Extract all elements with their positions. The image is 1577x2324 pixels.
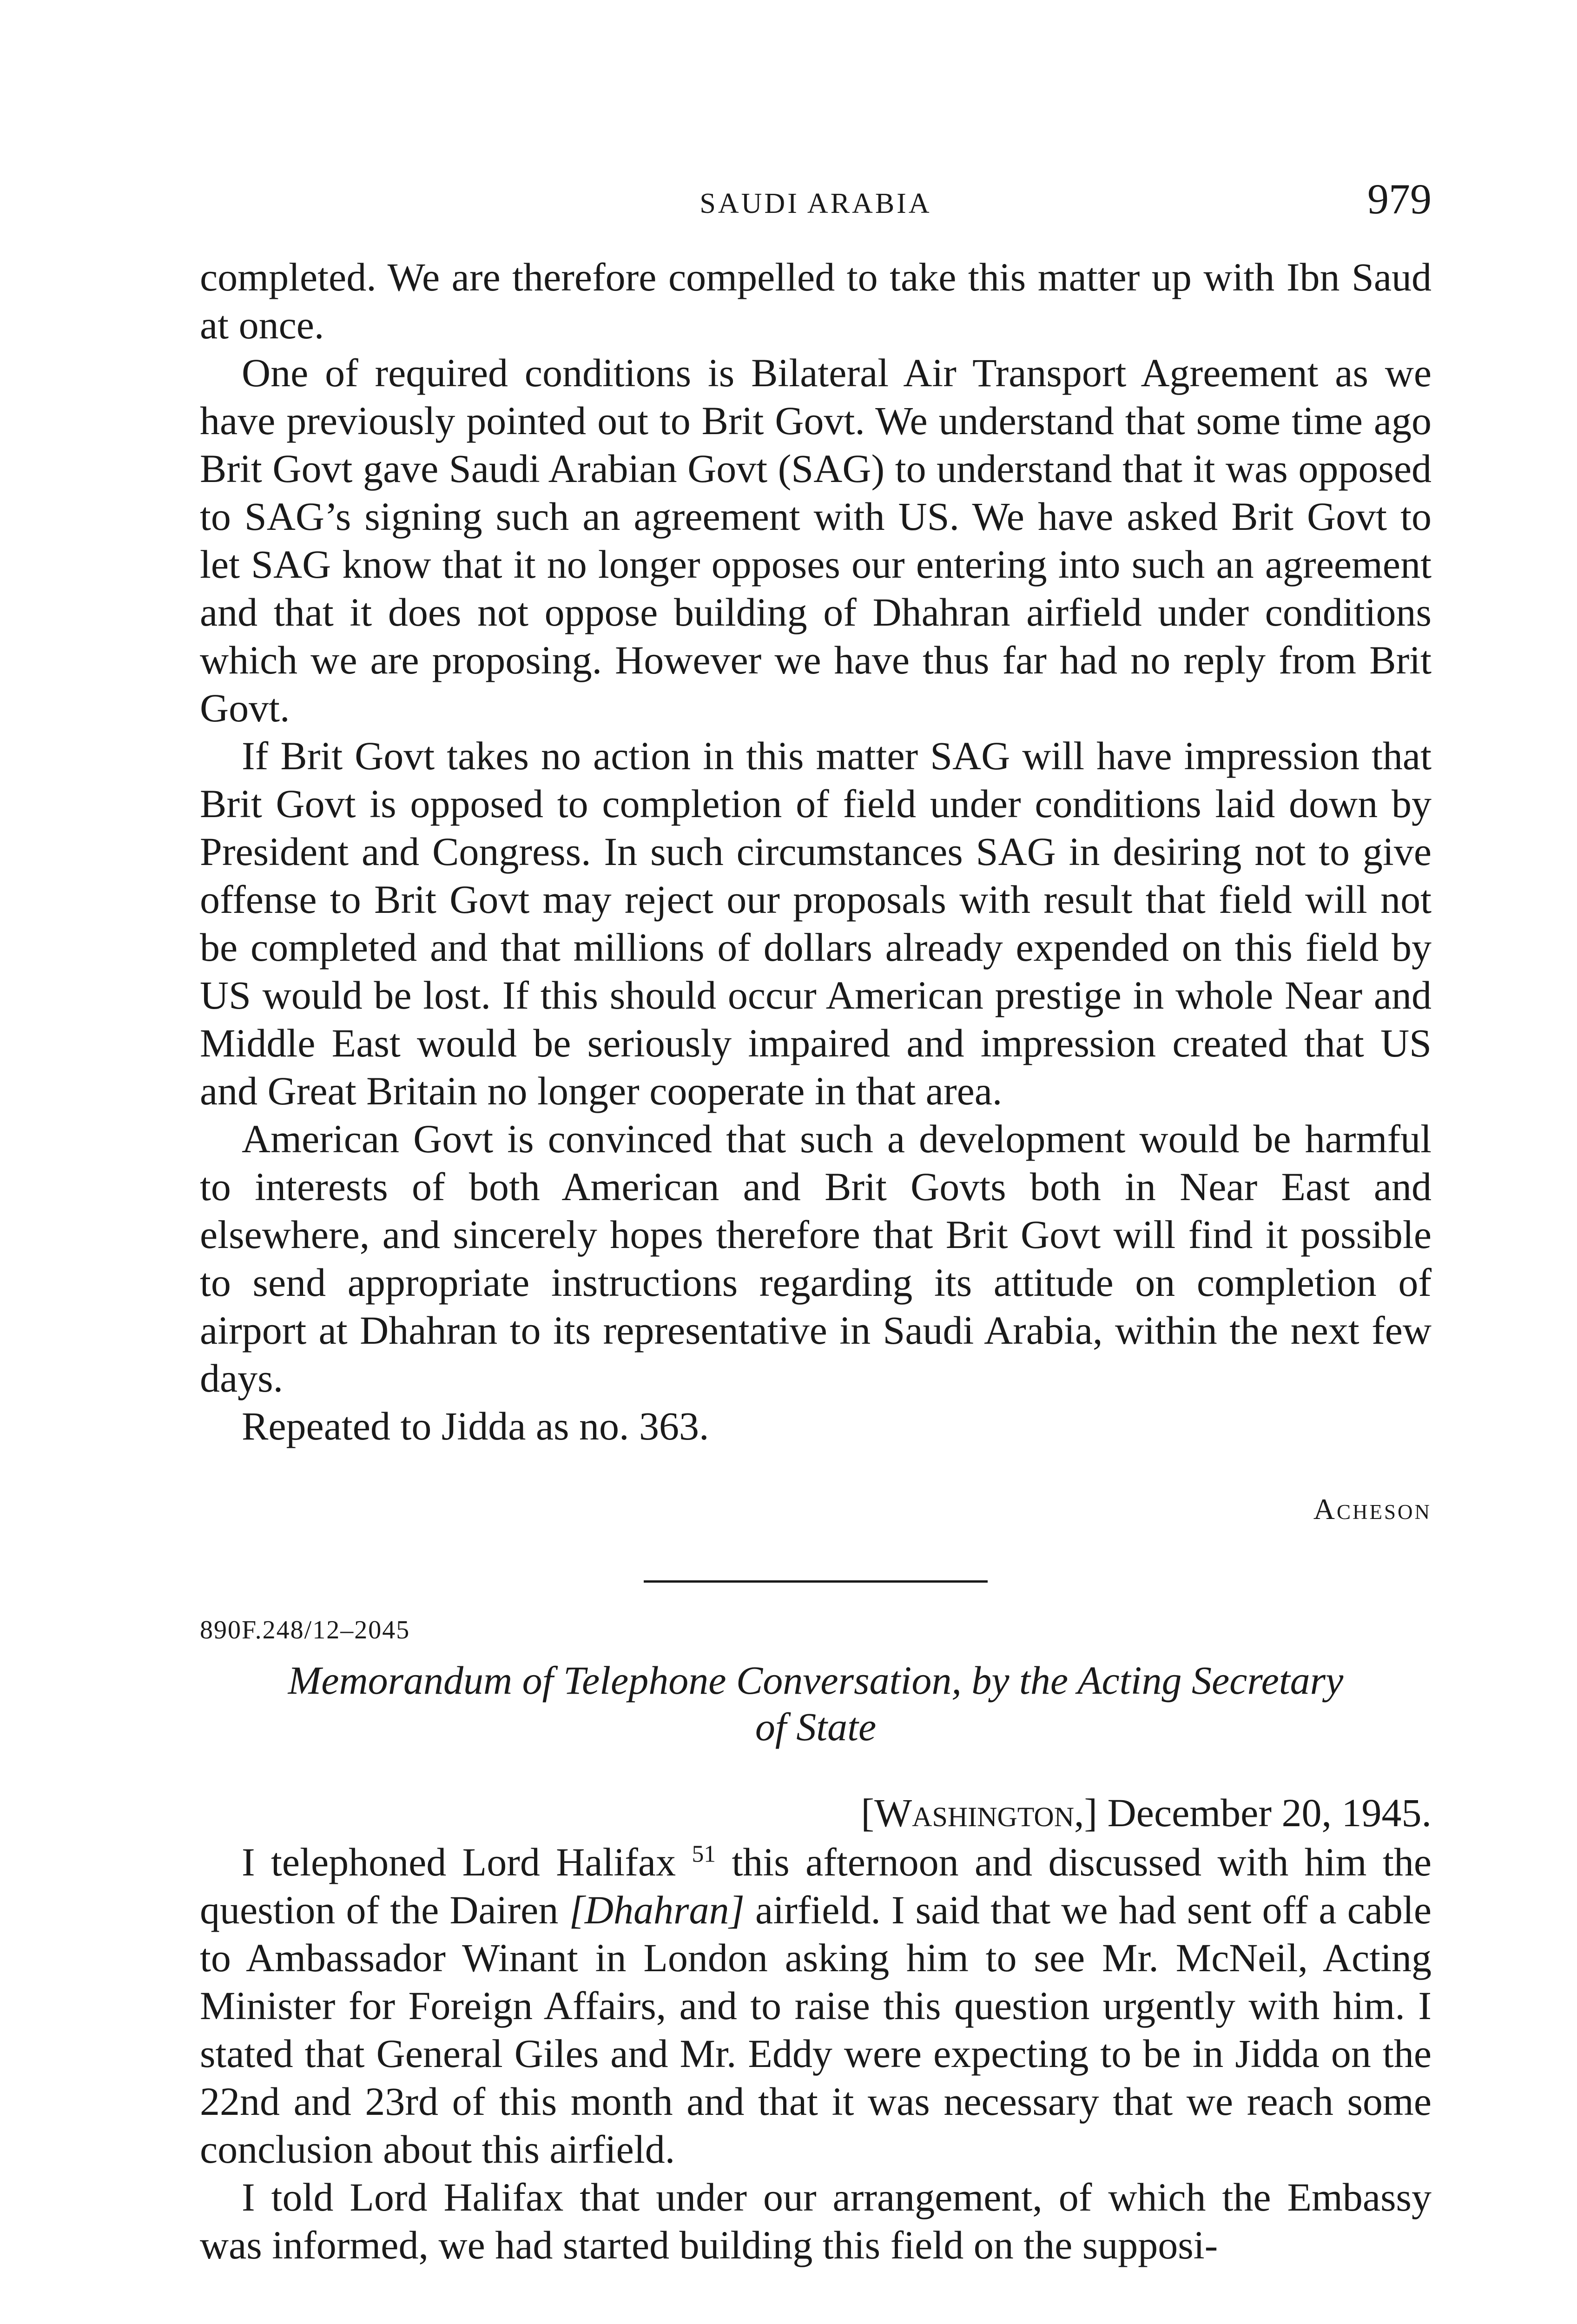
heading-line: Memorandum of Telephone Conversation, by the Acting Secretary <box>288 1658 1344 1703</box>
file-number: 890F.248/12–2045 <box>200 1616 410 1644</box>
dateline-bracket-open: [ <box>861 1790 874 1835</box>
dateline-place: Washington <box>874 1790 1075 1835</box>
paragraph: Repeated to Jidda as no. 363. <box>242 1404 709 1448</box>
text-run: I telephoned Lord Halifax <box>242 1840 676 1884</box>
paragraph: One of required conditions is Bilateral Air Transport Agreement as we have previously pointed out to Brit Govt. We understand that some time ago Brit Govt gave Saudi Arabian Govt (SAG) to understand that it was opposed to SAG’s signing such an agreement with US. We have asked Brit Govt to let SAG know that it no longer opposes our entering into such an agreement and that it does not oppose building of Dhahran airfield under conditions which we are proposing. However we have thus far had no reply from Brit Govt. <box>200 350 1432 730</box>
dateline <box>861 1789 1432 1836</box>
paragraph: I told Lord Halifax that under our arrangement, of which the Embassy was informed, we had started building this field on the supposi- <box>200 2175 1432 2267</box>
dateline-bracket-close: ,] <box>1074 1790 1098 1835</box>
paragraph: American Govt is convinced that such a development would be harmful to interests of both American and Brit Govts both in Near East and elsewhere, and sincerely hopes therefore that Brit Govt will find it possible to send appropriate instructions regarding its attitude on completion of airport at Dhahran to its representative in Saudi Arabia, within the next few days. <box>200 1116 1432 1400</box>
running-head <box>200 174 1432 225</box>
running-title: SAUDI ARABIA <box>699 188 932 219</box>
telegram-body <box>200 253 1432 1450</box>
paragraph: completed. We are therefore compelled to take this matter up with Ibn Saud at once. <box>200 255 1432 347</box>
dateline-date: December 20, 1945. <box>1107 1790 1432 1835</box>
heading-line: of State <box>755 1704 877 1749</box>
text-run: airfield. I said that we had sent off a cable to Ambassador Winant in London asking him to see Mr. McNeil, Acting Minister for Foreign Affairs, and to raise this question urgently with him. I stated that General Giles and Mr. Eddy were expecting to be in Jidda on the 22nd and 23rd of this month and that it was necessary that we reach some conclusion about this airfield. <box>200 1888 1432 2172</box>
paragraph: If Brit Govt takes no action in this matter SAG will have impression that Brit Govt is opposed to completion of field under conditions laid down by President and Congress. In such circumstances SAG in desiring not to give offense to Brit Govt may reject our proposals with result that field will not be completed and that millions of dollars already expended on this field by US would be lost. If this should occur American prestige in whole Near and Middle East would be seriously impaired and impression created that US and Great Britain no longer cooperate in that area. <box>200 733 1432 1113</box>
memorandum-body <box>200 1838 1432 2269</box>
page-number: 979 <box>1367 175 1432 223</box>
paragraph <box>200 1838 1432 2173</box>
memorandum-heading <box>200 1657 1432 1750</box>
italic-correction: [Dhahran] <box>569 1888 745 1932</box>
signature: Acheson <box>1313 1492 1432 1525</box>
footnote-reference: 51 <box>692 1841 716 1868</box>
section-divider <box>644 1580 988 1583</box>
text-run: this afternoon and discussed with him the question of the Dairen <box>200 1840 1432 1932</box>
